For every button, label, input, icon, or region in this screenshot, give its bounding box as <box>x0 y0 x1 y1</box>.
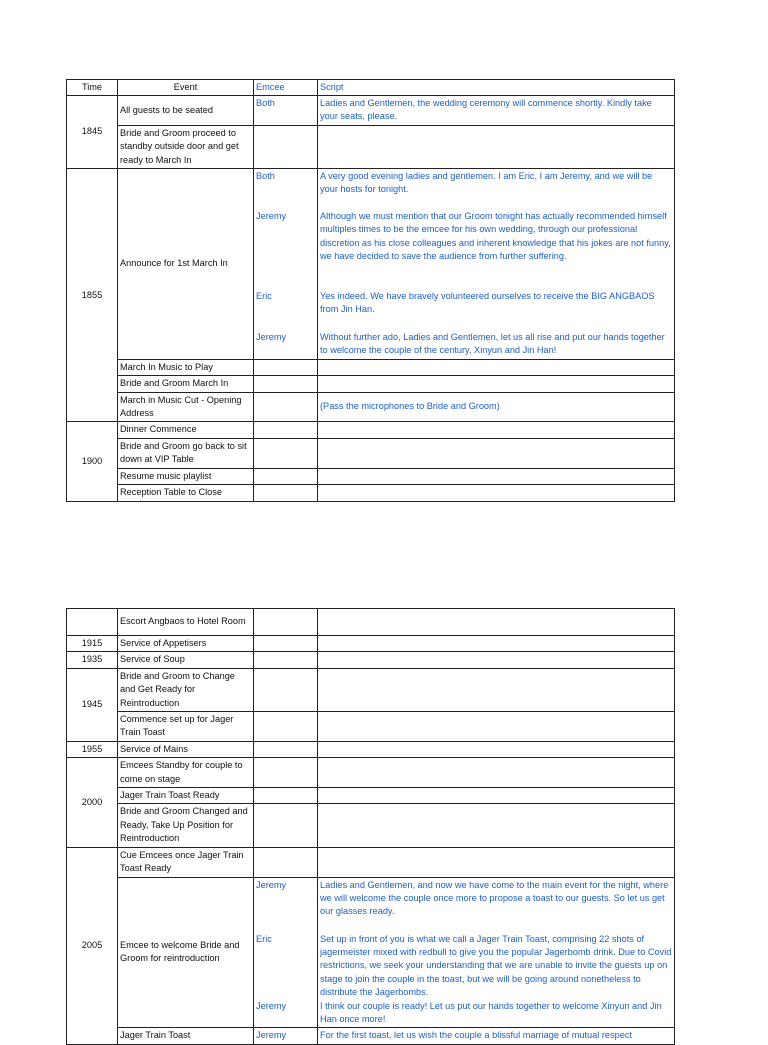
table-row <box>67 788 675 804</box>
table-row <box>67 438 675 468</box>
event-cell: Service of Appetisers <box>118 636 254 652</box>
table-row <box>67 668 675 711</box>
event-cell: Service of Mains <box>118 741 254 757</box>
table-row <box>67 376 675 392</box>
emcee-cell <box>254 438 318 468</box>
script-cell <box>318 359 675 375</box>
script-cell: (Pass the microphones to Bride and Groom) <box>318 392 675 422</box>
script-cell <box>318 758 675 788</box>
event-cell: Dinner Commence <box>118 422 254 438</box>
emcee-cell <box>254 422 318 438</box>
header-event: Event <box>118 80 254 96</box>
emcee-cell <box>254 636 318 652</box>
emcee-cell <box>254 652 318 668</box>
table-row <box>67 96 675 126</box>
event-cell: Emcees Standby for couple to come on stage <box>118 758 254 788</box>
emcee-cell <box>254 468 318 484</box>
emcee-cell <box>254 668 318 711</box>
table-row <box>67 712 675 742</box>
table-row <box>67 636 675 652</box>
time-cell: 2000 <box>67 758 118 847</box>
table-row <box>67 359 675 375</box>
script-cell <box>318 376 675 392</box>
script-line: Yes indeed. We have bravely volunteered ourselves to receive the BIG ANGBAOS from Jin Han. <box>320 291 655 315</box>
time-cell: 1945 <box>67 668 118 741</box>
emcee-cell <box>254 125 318 168</box>
event-cell: March in Music Cut - Opening Address <box>118 392 254 422</box>
time-cell: 1855 <box>67 169 118 422</box>
emcee-line: Jeremy <box>256 211 287 222</box>
script-cell <box>318 741 675 757</box>
event-cell: Bride and Groom go back to sit down at VIP Table <box>118 438 254 468</box>
emcee-line: Jeremy <box>256 1000 287 1011</box>
table-row <box>67 804 675 847</box>
script-cell <box>318 788 675 804</box>
script-line: A very good evening ladies and gentlemen. I am Eric, I am Jeremy, and we will be your hosts for tonight. <box>320 171 653 195</box>
event-cell: Resume music playlist <box>118 468 254 484</box>
table-row <box>67 609 675 636</box>
event-cell: Announce for 1st March In <box>118 169 254 360</box>
script-line: I think our couple is ready! Let us put our hands together to welcome Xinyun and Jin Han once more! <box>320 1000 662 1024</box>
event-cell: Bride and Groom proceed to standby outside door and get ready to March In <box>118 125 254 168</box>
emcee-cell <box>254 877 318 1028</box>
emcee-cell <box>254 788 318 804</box>
script-cell <box>318 438 675 468</box>
emcee-cell <box>254 392 318 422</box>
script-cell <box>318 422 675 438</box>
event-cell: Jager Train Toast <box>118 1028 254 1044</box>
event-cell: Bride and Groom March In <box>118 376 254 392</box>
script-line: Ladies and Gentlemen, and now we have come to the main event for the night, where we will welcome the couple once more to propose a toast to our guests. So let us get our glasses ready. <box>320 879 669 917</box>
emcee-cell <box>254 741 318 757</box>
script-cell <box>318 125 675 168</box>
table-row <box>67 392 675 422</box>
event-cell: All guests to be seated <box>118 96 254 126</box>
script-cell <box>318 169 675 360</box>
emcee-cell <box>254 169 318 360</box>
table-row <box>67 847 675 877</box>
emcee-cell <box>254 847 318 877</box>
schedule-table-2 <box>66 608 675 1045</box>
emcee-line: Eric <box>256 291 272 302</box>
emcee-cell <box>254 758 318 788</box>
time-cell <box>67 609 118 636</box>
script-cell <box>318 712 675 742</box>
script-cell <box>318 468 675 484</box>
table-row <box>67 877 675 1028</box>
script-line: Although we must mention that our Groom tonight has actually recommended himself multiples times to be the emcee for his own wedding, through our professional discretion as his close colleagues and inherent knowledge that his jokes are not funny, we have decided to save the audience from further suffering. <box>320 211 671 262</box>
script-cell <box>318 877 675 1028</box>
header-script: Script <box>318 80 675 96</box>
table-row <box>67 169 675 360</box>
script-cell <box>318 668 675 711</box>
emcee-line: Eric <box>256 933 272 944</box>
script-cell <box>318 636 675 652</box>
time-cell: 1955 <box>67 741 118 757</box>
script-cell: For the first toast, let us wish the couple a blissful marriage of mutual respect <box>318 1028 675 1044</box>
emcee-cell <box>254 485 318 501</box>
script-line: Without further ado, Ladies and Gentlemen, let us all rise and put our hands together to welcome the couple of the century, Xinyun and Jin Han! <box>320 332 665 356</box>
table-row <box>67 1028 675 1044</box>
script-cell <box>318 485 675 501</box>
event-cell: Cue Emcees once Jager Train Toast Ready <box>118 847 254 877</box>
emcee-cell <box>254 712 318 742</box>
emcee-cell <box>254 804 318 847</box>
emcee-line: Jeremy <box>256 879 287 890</box>
emcee-line: Both <box>256 171 275 182</box>
script-cell <box>318 804 675 847</box>
table-row <box>67 468 675 484</box>
time-cell: 2005 <box>67 847 118 1044</box>
time-cell: 1935 <box>67 652 118 668</box>
emcee-cell <box>254 609 318 636</box>
table-row <box>67 741 675 757</box>
event-cell: Emcee to welcome Bride and Groom for reintroduction <box>118 877 254 1028</box>
event-cell: Jager Train Toast Ready <box>118 788 254 804</box>
time-cell: 1915 <box>67 636 118 652</box>
table-row <box>67 485 675 501</box>
emcee-cell: Jeremy <box>254 1028 318 1044</box>
script-line: Set up in front of you is what we call a Jager Train Toast, comprising 22 shots of jagermeister mixed with redbull to give you the popular Jagerbomb drink. Due to Covid restrictions, we seek your understanding that we are unable to invite the guests up on stage to join the couple in the toast, but we will be going around nonetheless to distribute the Jagerbombs. <box>320 933 672 998</box>
table-header-row <box>67 80 675 96</box>
event-cell: Service of Soup <box>118 652 254 668</box>
event-cell: Commence set up for Jager Train Toast <box>118 712 254 742</box>
script-cell <box>318 652 675 668</box>
event-cell: Bride and Groom Changed and Ready, Take Up Position for Reintroduction <box>118 804 254 847</box>
table-row <box>67 758 675 788</box>
emcee-line: Jeremy <box>256 332 287 343</box>
table-row <box>67 422 675 438</box>
script-cell <box>318 609 675 636</box>
script-cell: Ladies and Gentlemen, the wedding ceremony will commence shortly. Kindly take your seats, please. <box>318 96 675 126</box>
emcee-cell <box>254 359 318 375</box>
header-time: Time <box>67 80 118 96</box>
event-cell: Reception Table to Close <box>118 485 254 501</box>
table-row <box>67 652 675 668</box>
event-cell: March In Music to Play <box>118 359 254 375</box>
script-cell <box>318 847 675 877</box>
header-emcee: Emcee <box>254 80 318 96</box>
time-cell: 1900 <box>67 422 118 501</box>
time-cell: 1845 <box>67 96 118 169</box>
event-cell: Escort Angbaos to Hotel Room <box>118 609 254 636</box>
emcee-cell <box>254 376 318 392</box>
table-row <box>67 125 675 168</box>
event-cell: Bride and Groom to Change and Get Ready for Reintroduction <box>118 668 254 711</box>
schedule-table-1 <box>66 79 675 502</box>
emcee-cell: Both <box>254 96 318 126</box>
